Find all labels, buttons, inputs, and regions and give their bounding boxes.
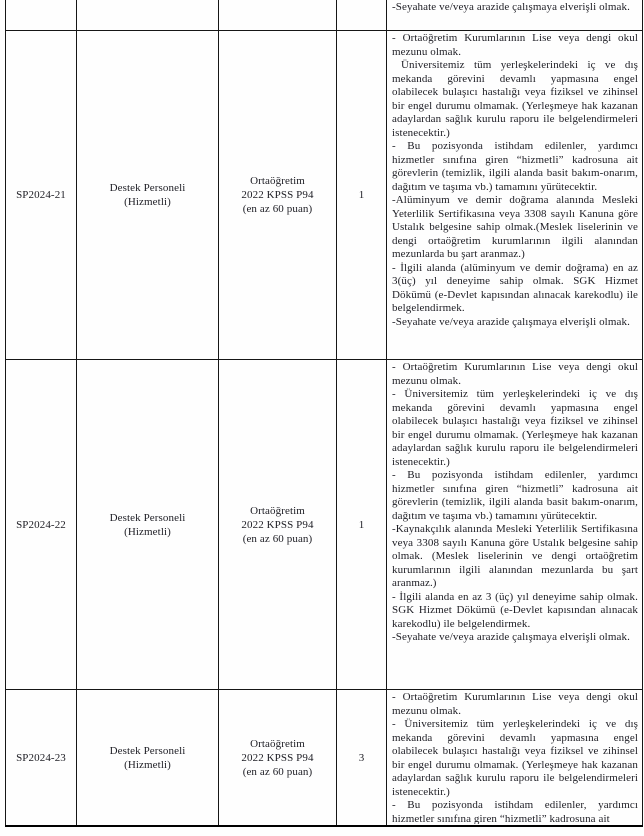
code-cell: SP2024-21 xyxy=(6,31,77,360)
count-cell xyxy=(337,0,387,31)
requirements-list xyxy=(392,1,638,15)
requirement-item: - Bu pozisyonda istihdam edilenler, yardımcı hizmetler sınıfına giren “hizmetli” kadrosuna ait xyxy=(392,799,638,824)
position-cell xyxy=(77,31,219,360)
requirement-item: - Ortaöğretim Kurumlarının Lise veya dengi okul mezunu olmak. xyxy=(392,32,638,58)
requirements-list xyxy=(392,361,638,645)
table-row xyxy=(6,690,643,827)
requirement-item: -Seyahate ve/veya arazide çalışmaya elverişli olmak. xyxy=(392,315,630,328)
count-cell: 3 xyxy=(337,690,387,827)
position-cell xyxy=(77,690,219,827)
education-line: Ortaöğretim xyxy=(250,504,305,517)
requirement-item: - Ortaöğretim Kurumlarının Lise veya dengi okul mezunu olmak. xyxy=(392,691,638,717)
position-line: (Hizmetli) xyxy=(124,758,171,771)
education-line: (en az 60 puan) xyxy=(242,765,313,778)
table-row-carryover xyxy=(6,0,643,31)
education-line: 2022 KPSS P94 xyxy=(241,518,314,531)
requirement-item: - Bu pozisyonda istihdam edilenler, yardımcı hizmetler sınıfına giren “hizmetli” kadrosuna ait görevlerin (temizlik, ilgili alanda basit bakım-onarım, dağıtım ve taşıma vb.) tamamını yürütecektir. xyxy=(392,469,638,522)
table-row xyxy=(6,360,643,690)
requirements-list xyxy=(392,32,638,329)
position-line: Destek Personeli xyxy=(109,744,186,757)
count-cell: 1 xyxy=(337,360,387,690)
education-line: Ortaöğretim xyxy=(250,737,305,750)
requirement-item: - Ortaöğretim Kurumlarının Lise veya dengi okul mezunu olmak. xyxy=(392,361,638,387)
requirement-item: - İlgili alanda (alüminyum ve demir doğrama) en az 3(üç) yıl deneyime sahip olmak. SGK Hizmet Dökümü (e-Devlet kapısından alınacak karekodlu) ile belgelendirmek. xyxy=(392,261,638,314)
requirement-item: -Seyahate ve/veya arazide çalışmaya elverişli olmak. xyxy=(392,1,630,13)
position-line: (Hizmetli) xyxy=(124,525,171,538)
requirement-item: -Kaynakçılık alanında Mesleki Yeterlilik Sertifikasına veya 3308 sayılı Kanuna göre Ustalık belgesine sahip olmak. (Meslek liselerinin ve dengi ortaöğretim kurumlarının ilgili alanından mezunlarda bu şart aranmaz.) xyxy=(392,523,638,589)
requirements-cell xyxy=(387,690,643,827)
position-line: (Hizmetli) xyxy=(124,196,171,208)
requirement-item: -Seyahate ve/veya arazide çalışmaya elverişli olmak. xyxy=(392,631,630,643)
requirement-item: - Üniversitemiz tüm yerleşkelerindeki iç ve dış mekanda görevini devamlı yapmasına engel olabilecek bulaşıcı hastalığı veya fiziksel ve zihinsel bir engel durumu olmamak. (Yerleşmeye hak kazanan adaylardan sağlık kurulu raporu ile belgelendirmeleri istenecektir.) xyxy=(392,718,638,798)
education-cell xyxy=(219,31,337,360)
education-line: 2022 KPSS P94 xyxy=(241,751,314,764)
position-cell xyxy=(77,0,219,31)
code-cell xyxy=(6,0,77,31)
code-cell: SP2024-22 xyxy=(6,360,77,690)
education-line: 2022 KPSS P94 xyxy=(241,189,314,201)
position-line: Destek Personeli xyxy=(109,511,186,524)
code-cell: SP2024-23 xyxy=(6,690,77,827)
requirements-cell xyxy=(387,31,643,360)
education-line: (en az 60 puan) xyxy=(242,532,313,545)
requirement-item: - İlgili alanda en az 3 (üç) yıl deneyime sahip olmak. SGK Hizmet Dökümü (e-Devlet kapısından alınacak karekodlu) ile belgelendirmek. xyxy=(392,590,638,630)
education-line: (en az 60 puan) xyxy=(242,203,313,215)
education-cell xyxy=(219,0,337,31)
requirement-item: - Üniversitemiz tüm yerleşkelerindeki iç ve dış mekanda görevini devamlı yapmasına engel olabilecek bulaşıcı hastalığı veya fiziksel ve zihinsel bir engel durumu olmamak. (Yerleşmeye hak kazanan adaylardan sağlık kurulu raporu ile belgelendirmeleri istenecektir.) xyxy=(392,388,638,468)
requirements-cell xyxy=(387,0,643,31)
position-cell xyxy=(77,360,219,690)
education-cell xyxy=(219,360,337,690)
requirements-cell xyxy=(387,360,643,690)
requirements-list xyxy=(392,691,638,824)
position-line: Destek Personeli xyxy=(109,182,186,194)
table-row xyxy=(6,31,643,360)
requirement-item: -Alüminyum ve demir doğrama alanında Mesleki Yeterlilik Sertifikasına veya 3308 sayılı Kanuna göre Ustalık belgesine sahip olmak.(Meslek liselerinin ve dengi ortaöğretim kurumlarının ilgili alanından mezunlarda bu şart aranmaz.) xyxy=(392,194,638,260)
job-postings-table xyxy=(5,0,643,827)
requirement-item: Üniversitemiz tüm yerleşkelerindeki iç ve dış mekanda görevini devamlı yapmasına engel olabilecek bulaşıcı hastalığı veya fiziksel ve zihinsel bir engel durumu olmamak. (Yerleşmeye hak kazanan adaylardan sağlık kurulu raporu ile belgelendirmeleri istenecektir.) xyxy=(392,59,638,139)
education-line: Ortaöğretim xyxy=(250,175,305,187)
count-cell: 1 xyxy=(337,31,387,360)
requirement-item: - Bu pozisyonda istihdam edilenler, yardımcı hizmetler sınıfına giren “hizmetli” kadrosuna ait görevlerin (temizlik, ilgili alanda basit bakım-onarım, dağıtım ve taşıma vb.) tamamını yürütecektir. xyxy=(392,140,638,193)
education-cell xyxy=(219,690,337,827)
